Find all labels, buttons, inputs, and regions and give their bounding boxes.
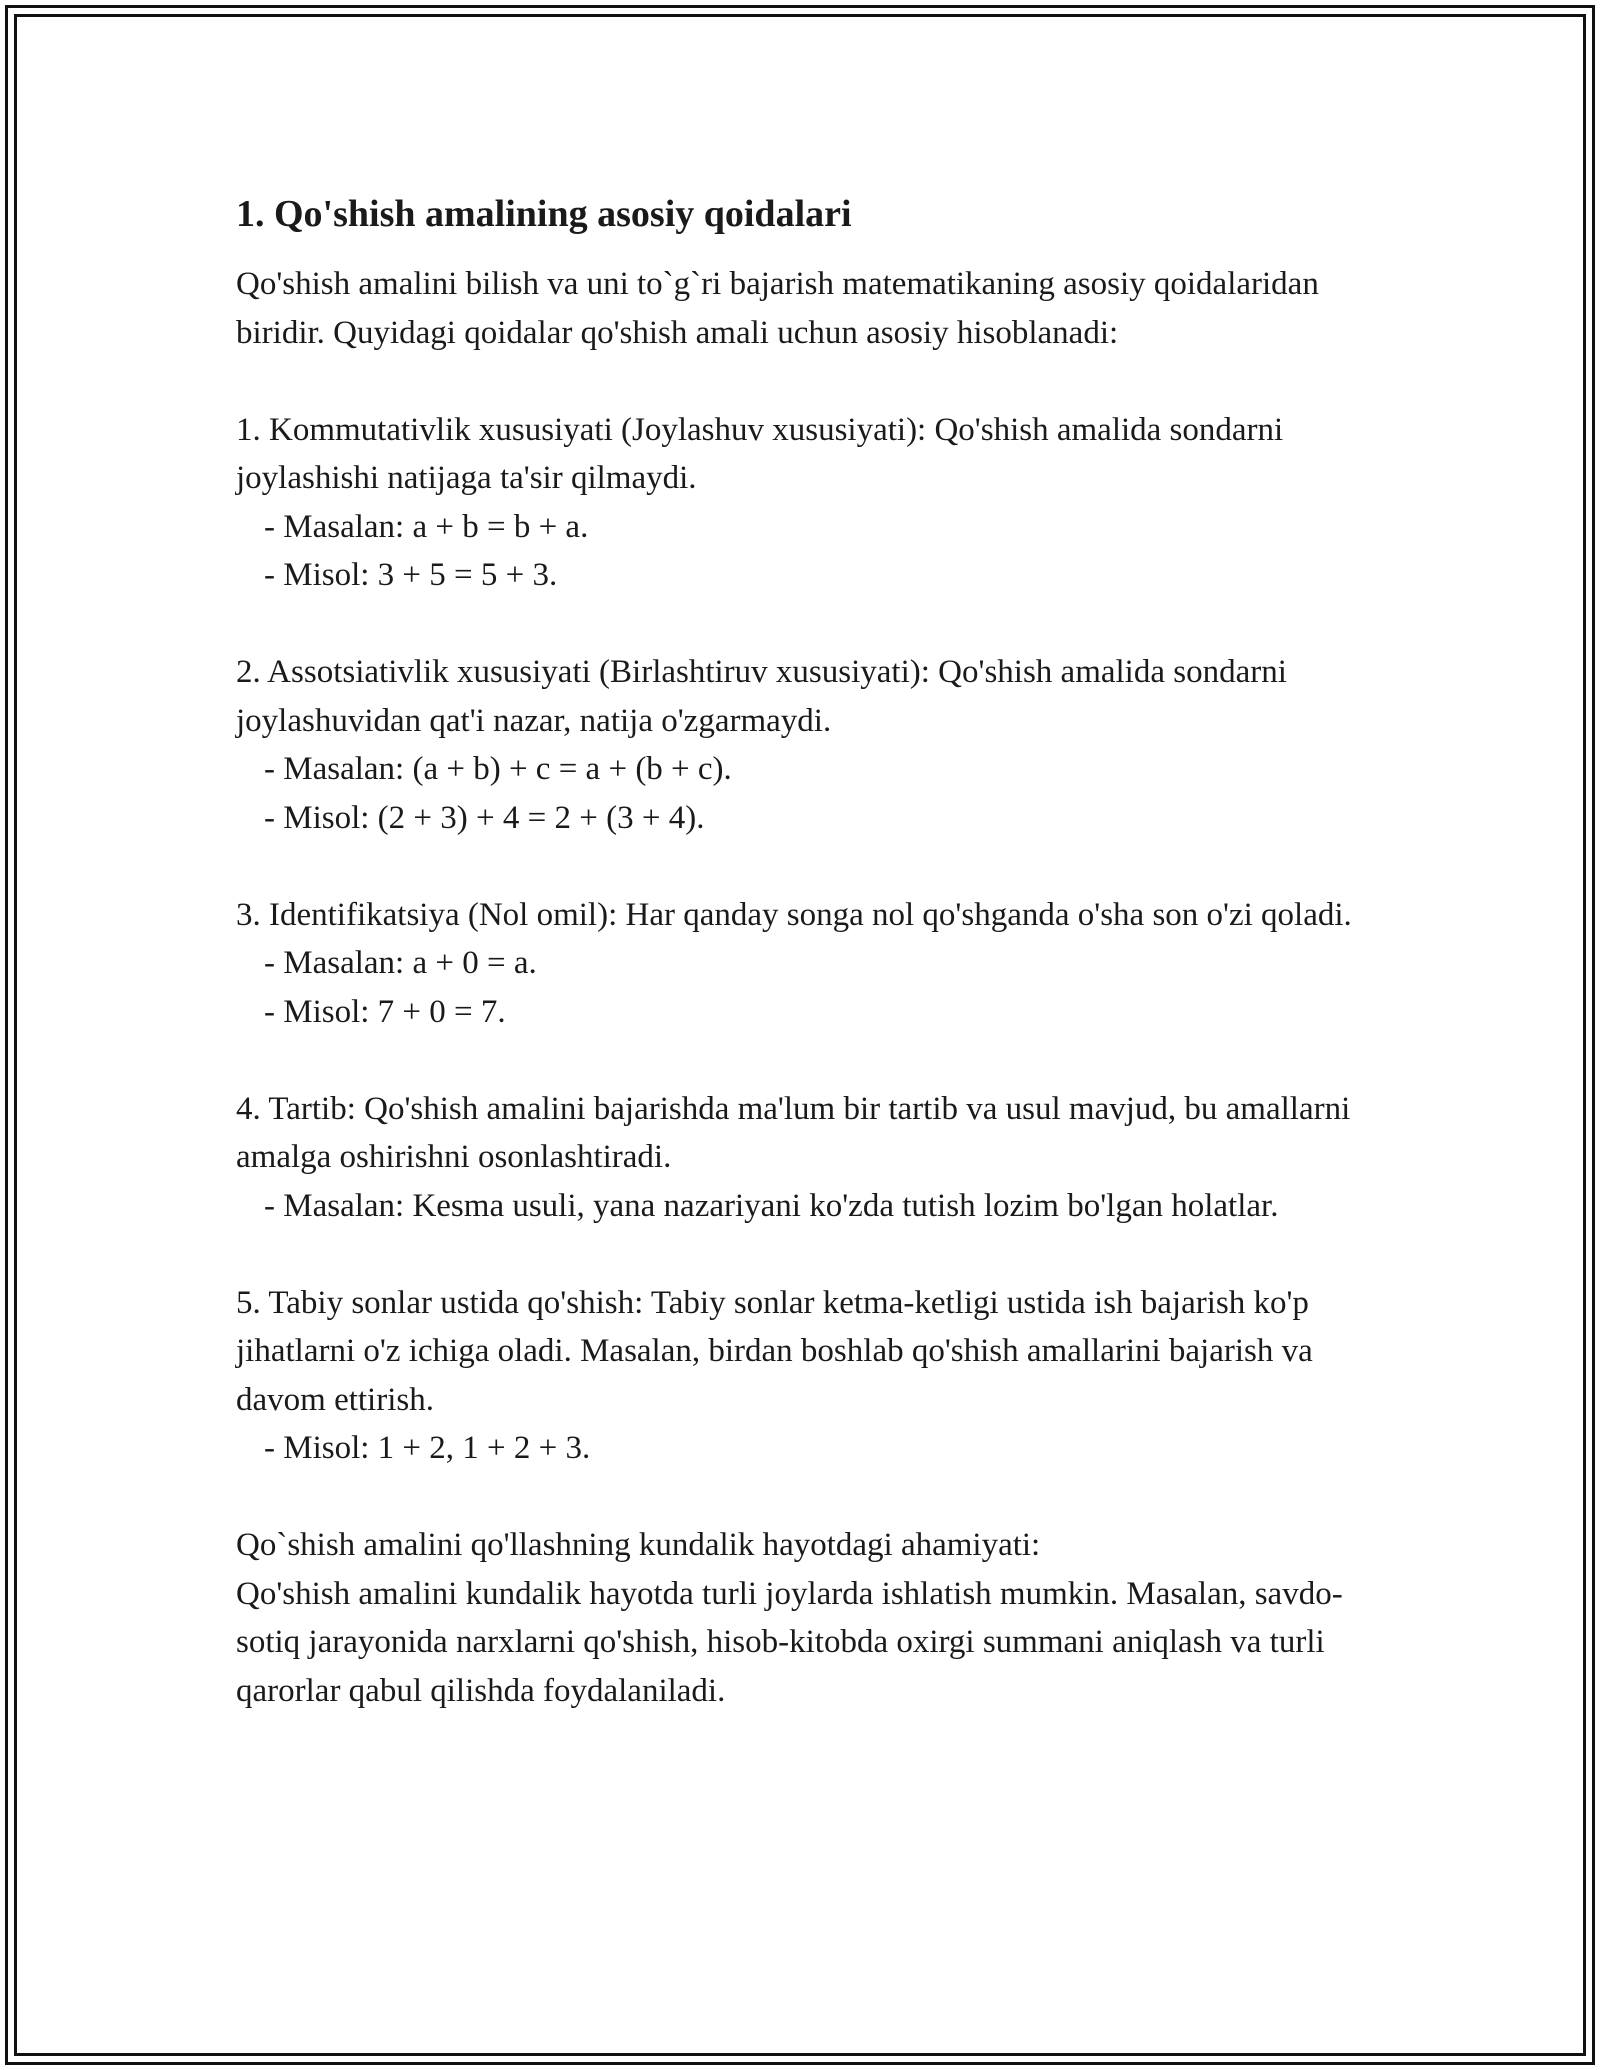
spacer [236, 842, 1366, 891]
rule-instance: - Misol: 3 + 5 = 5 + 3. [264, 557, 558, 593]
spacer [236, 600, 1366, 649]
document-body [236, 186, 1366, 1715]
rule-example: - Masalan: a + 0 = a. [264, 945, 537, 981]
rule-heading: 1. Kommutativlik xususiyati (Joylashuv xususiyati): Qo'shish amalida sondarni joylashishi natijaga ta'sir qilmaydi. [236, 411, 1284, 496]
rule-heading: 5. Tabiy sonlar ustida qo'shish: Tabiy sonlar ketma-ketligi ustida ish bajarish ko'p jihatlarni o'z ichiga oladi. Masalan, birdan boshlab qo'shish amallarini bajarish va davom ettirish. [236, 1284, 1313, 1418]
rule-item-identity [236, 891, 1366, 1037]
rule-heading: 2. Assotsiativlik xususiyati (Birlashtiruv xususiyati): Qo'shish amalida sondarni joylashuvidan qat'i nazar, natija o'zgarmaydi. [236, 654, 1287, 739]
rule-instance: - Misol: 7 + 0 = 7. [264, 993, 506, 1030]
spacer [236, 357, 1366, 406]
rule-example: - Masalan: (a + b) + c = a + (b + c). [264, 751, 732, 787]
rule-item-natural-numbers [236, 1279, 1366, 1473]
rule-instance: - Misol: 1 + 2, 1 + 2 + 3. [264, 1430, 591, 1466]
spacer [236, 1230, 1366, 1279]
rule-item-commutative [236, 406, 1366, 600]
rule-instance: - Misol: (2 + 3) + 4 = 2 + (3 + 4). [264, 799, 705, 836]
rule-item-order [236, 1085, 1366, 1231]
importance-section [236, 1521, 1366, 1715]
importance-heading: Qo`shish amalini qo'llashning kundalik hayotdagi ahamiyati: [236, 1527, 1041, 1563]
rule-example-text: - Masalan: Kesma usuli, yana nazariyani ko'zda tutish lozim bo'lgan holatlar. [264, 1187, 1279, 1224]
page-title: 1. Qo'shish amalining asosiy qoidalari [236, 193, 852, 235]
spacer [236, 1473, 1366, 1522]
rule-heading: 4. Tartib: Qo'shish amalini bajarishda ma'lum bir tartib va usul mavjud, bu amallarni amalga oshirishni osonlashtiradi. [236, 1090, 1351, 1175]
intro-paragraph: Qo'shish amalini bilish va uni to`g`ri bajarish matematikaning asosiy qoidalaridan biridir. Quyidagi qoidalar qo'shish amali uchun asosiy hisoblanadi: [236, 266, 1319, 351]
spacer [236, 1036, 1366, 1085]
rule-heading: 3. Identifikatsiya (Nol omil): Har qanday songa nol qo'shganda o'sha son o'zi qoladi. [236, 896, 1352, 933]
rule-item-associative [236, 648, 1366, 842]
importance-text: Qo'shish amalini kundalik hayotda turli joylarda ishlatish mumkin. Masalan, savdo-sotiq jarayonida narxlarni qo'shish, hisob-kitobda oxirgi summani aniqlash va turli qarorlar qabul qilishda foydalaniladi. [236, 1575, 1343, 1709]
rule-example [236, 1182, 1366, 1231]
rule-example: - Masalan: a + b = b + a. [264, 508, 589, 545]
